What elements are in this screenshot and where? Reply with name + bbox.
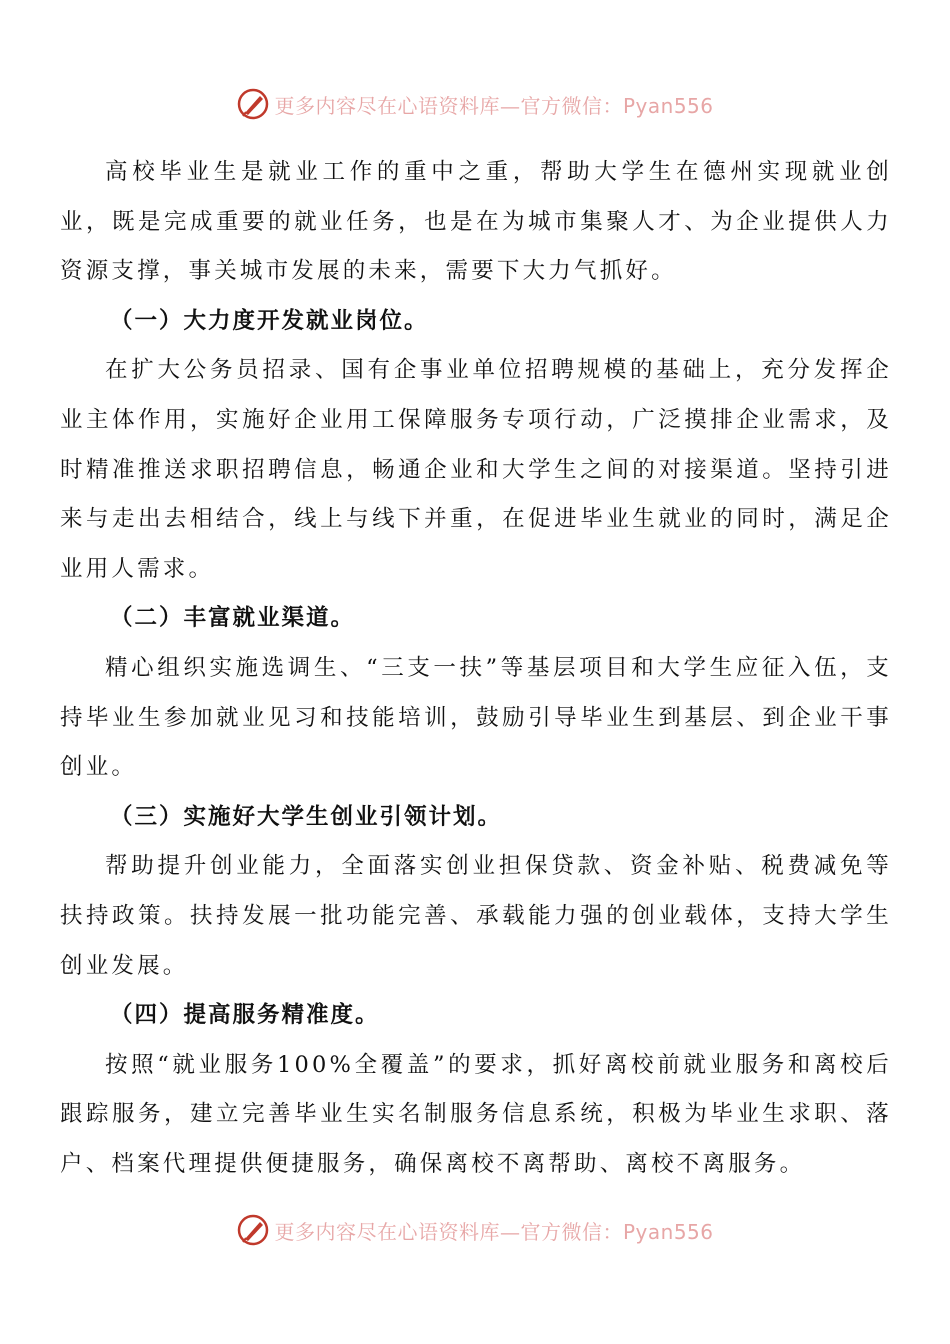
section-paragraph-3: 帮助提升创业能力，全面落实创业担保贷款、资金补贴、税费减免等扶持政策。扶持发展一批功能完善、承载能力强的创业载体，支持大学生创业发展。	[60, 853, 892, 979]
section-heading-4: （四）提高服务精准度。	[110, 1002, 380, 1029]
section-heading-2: （二）丰富就业渠道。	[110, 605, 356, 632]
section-heading-3: （三）实施好大学生创业引领计划。	[110, 803, 503, 830]
section-paragraph-4: 按照“就业服务100%全覆盖”的要求，抓好离校前就业服务和离校后跟踪服务，建立完善毕业生实名制服务信息系统，积极为毕业生求职、落户、档案代理提供便捷服务，确保离校不离帮助、离校不离服务。	[60, 1051, 892, 1177]
section-paragraph-1: 在扩大公务员招录、国有企事业单位招聘规模的基础上，充分发挥企业主体作用，实施好企业用工保障服务专项行动，广泛摸排企业需求，及时精准推送求职招聘信息，畅通企业和大学生之间的对接渠道。坚持引进来与走出去相结合，线上与线下并重，在促进毕业生就业的同时，满足企业用人需求。	[60, 357, 892, 582]
quill-pen-logo-icon	[236, 87, 270, 121]
watermark-footer	[0, 1210, 950, 1250]
watermark-text: 更多内容尽在心语资料库—官方微信：Pyan556	[274, 93, 714, 118]
watermark-header	[0, 84, 950, 124]
section-heading-1: （一）大力度开发就业岗位。	[110, 307, 429, 334]
quill-pen-logo-icon	[236, 1213, 270, 1247]
document-body	[60, 148, 892, 1189]
section-paragraph-2: 精心组织实施选调生、“三支一扶”等基层项目和大学生应征入伍，支持毕业生参加就业见习和技能培训，鼓励引导毕业生到基层、到企业干事创业。	[60, 654, 892, 781]
watermark-text: 更多内容尽在心语资料库—官方微信：Pyan556	[274, 1219, 714, 1244]
intro-paragraph: 高校毕业生是就业工作的重中之重，帮助大学生在德州实现就业创业，既是完成重要的就业任务，也是在为城市集聚人才、为企业提供人力资源支撑，事关城市发展的未来，需要下大力气抓好。	[60, 159, 892, 285]
